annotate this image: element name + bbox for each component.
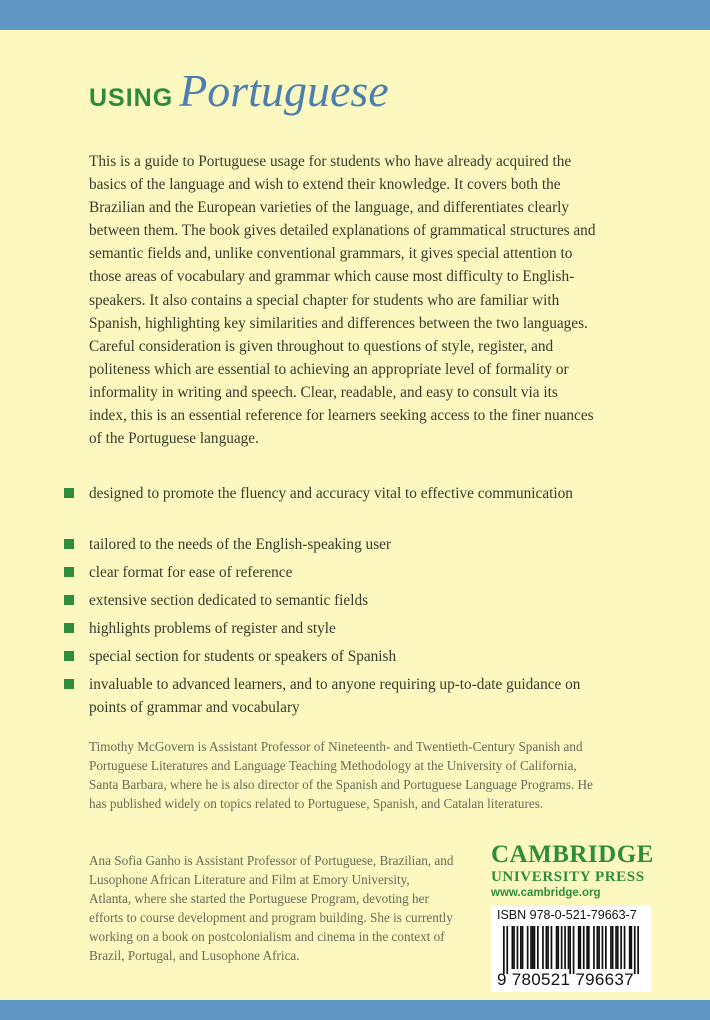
feature-item: special section for students or speakers of Spanish [0, 645, 589, 668]
feature-item: highlights problems of register and style [0, 617, 589, 640]
publisher-website: www.cambridge.org [491, 887, 601, 899]
author-bio-mcgovern: Timothy McGovern is Assistant Professor of Nineteenth- and Twentieth-Century Spanish and Portuguese Literatures and Language Teaching Methodology at the University of California, Santa Barbara, where he is also director of the Spanish and Portuguese Language Programs. He has published widely on topics related to Portuguese, Spanish, and Catalan literatures. [89, 739, 593, 811]
title-language: Portuguese [179, 65, 389, 116]
bullet-square-icon [64, 651, 74, 661]
publisher-logo [491, 841, 654, 901]
bullet-square-icon [64, 623, 74, 633]
feature-item: clear format for ease of reference [0, 561, 589, 584]
feature-item: tailored to the needs of the English-speaking user [0, 533, 589, 556]
publisher-name-line1: CAMBRIDGE [491, 841, 654, 868]
book-title [89, 64, 389, 117]
bullet-square-icon [64, 488, 74, 498]
isbn-label: ISBN 978-0-521-79663-7 [497, 908, 637, 922]
isbn-barcode [491, 906, 651, 992]
barcode-digits: 9 780521 796637 [497, 970, 634, 989]
book-description: This is a guide to Portuguese usage for students who have already acquired the basics of the language and wish to extend their knowledge. It covers both the Brazilian and the European varieties of the language, and differentiates clearly between them. The book gives detailed explanations of grammatical structures and semantic fields and, unlike conventional grammars, it gives special attention to those areas of vocabulary and grammar which cause most difficulty to English-speakers. It also contains a special chapter for students who are familiar with Spanish, highlighting key similarities and differences between the two languages. Careful consideration is given throughout to questions of style, register, and politeness which are essential to achieving an appropriate level of formality or informality in writing and speech. Clear, readable, and easy to consult via its index, this is an essential reference for learners seeking access to the finer nuances of the Portuguese language. [89, 153, 596, 448]
bullet-square-icon [64, 679, 74, 689]
feature-item: invaluable to advanced learners, and to anyone requiring up-to-date guidance on points of grammar and vocabulary [0, 673, 589, 719]
feature-item: extensive section dedicated to semantic fields [0, 589, 589, 612]
bullet-square-icon [64, 539, 74, 549]
publisher-name-line2: UNIVERSITY PRESS [491, 869, 645, 885]
bullet-square-icon [64, 567, 74, 577]
title-prefix: USING [89, 84, 174, 112]
bullet-square-icon [64, 595, 74, 605]
top-color-band [0, 0, 710, 30]
bottom-color-band [0, 1000, 710, 1020]
author-bio-ganho: Ana Sofia Ganho is Assistant Professor of Portuguese, Brazilian, and Lusophone African Literature and Film at Emory University, Atlanta, where she started the Portuguese Program, devoting her efforts to course development and program building. She is currently working on a book on postcolonialism and cinema in the context of Brazil, Portugal, and Lusophone Africa. [89, 853, 454, 963]
feature-item: designed to promote the fluency and accuracy vital to effective communication [0, 482, 589, 505]
